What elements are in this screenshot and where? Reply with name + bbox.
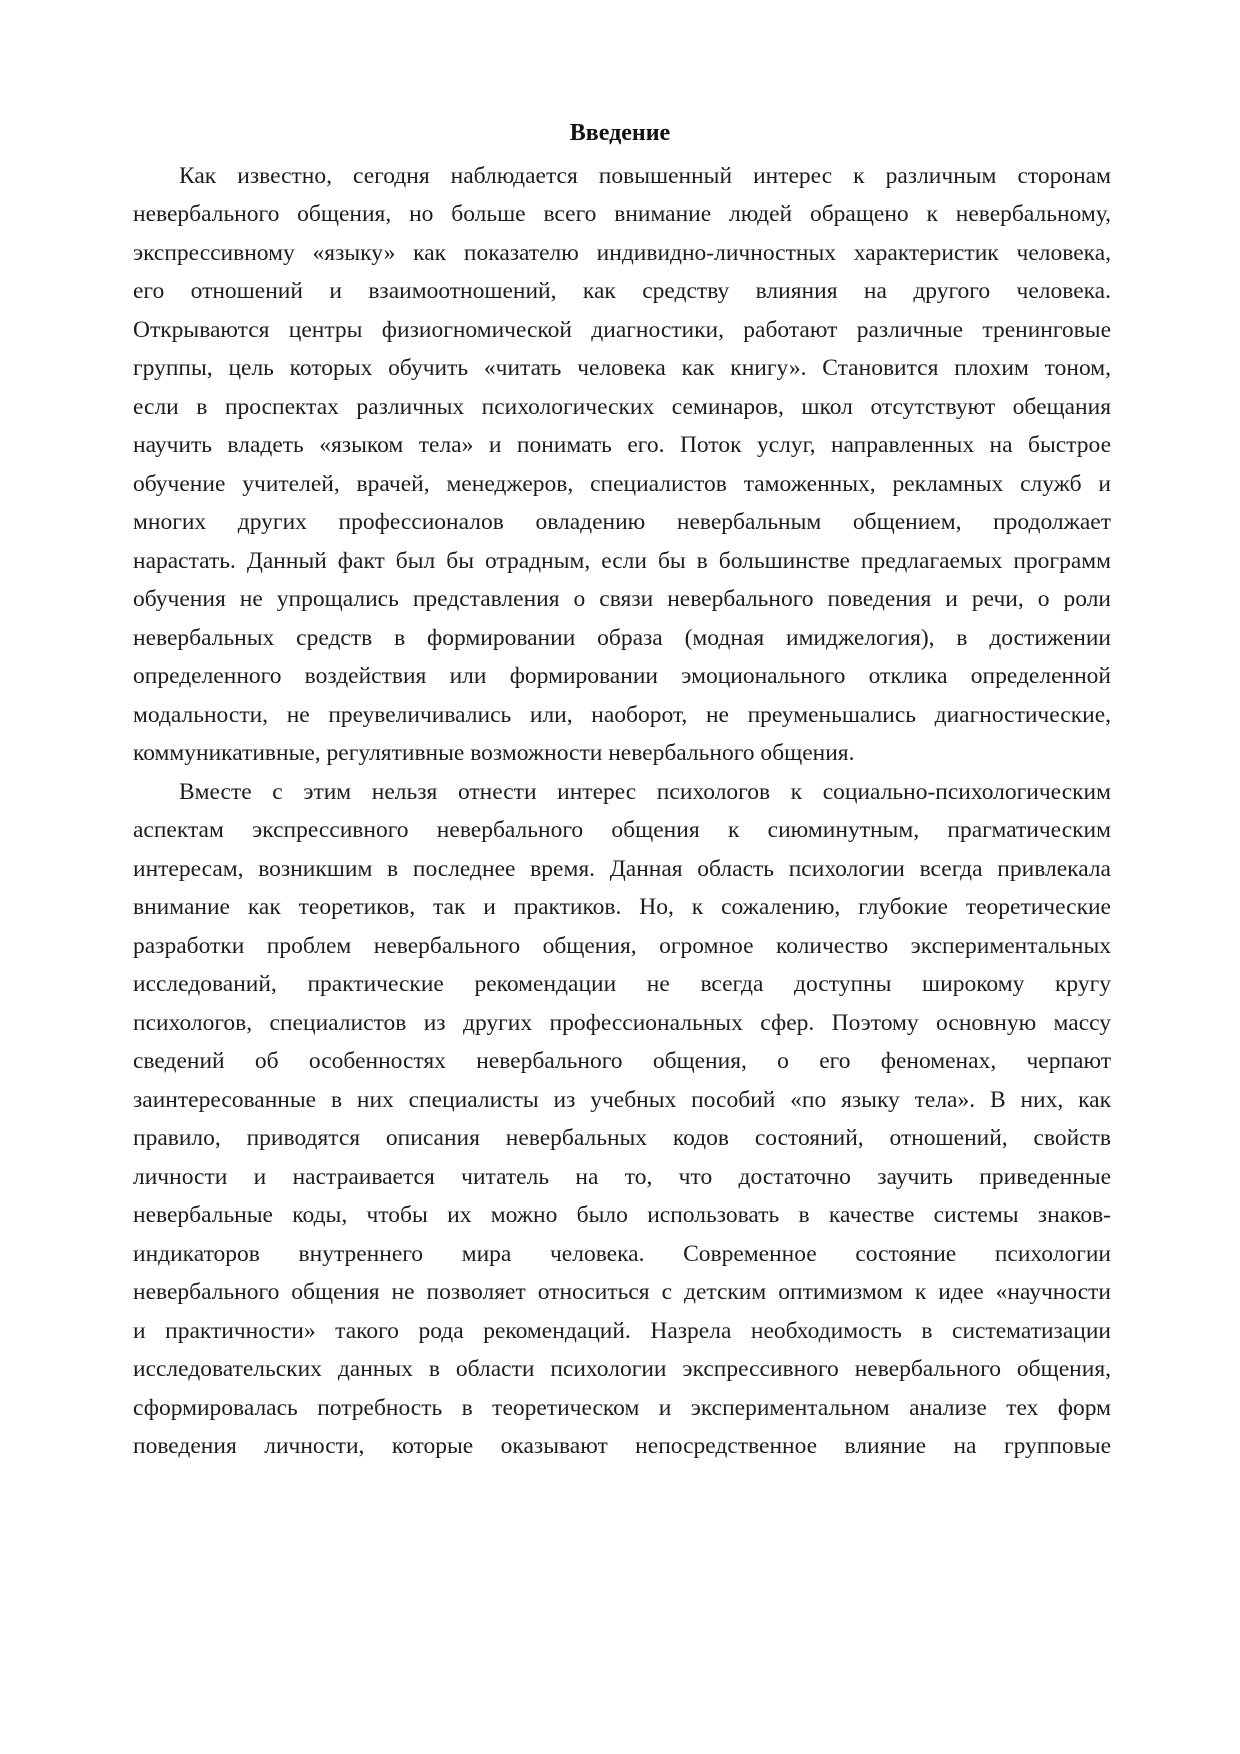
- text-line: Вместе с этим нельзя отнести интерес психологов к социально-психологическим: [179, 779, 1111, 805]
- text-line: правило, приводятся описания невербальных кодов состояний, отношений, свойств: [133, 1125, 1111, 1151]
- text-line: обучения не упрощались представления о связи невербального поведения и речи, о роли: [133, 586, 1111, 612]
- text-line: заинтересованные в них специалисты из учебных пособий «по языку тела». В них, как: [133, 1087, 1111, 1113]
- text-line: невербального общения, но больше всего внимание людей обращено к невербальному,: [133, 201, 1111, 227]
- text-line: коммуникативные, регулятивные возможности невербального общения.: [133, 740, 855, 766]
- text-line: Открываются центры физиогномической диагностики, работают различные тренинговые: [133, 317, 1111, 343]
- text-line: и практичности» такого рода рекомендаций. Назрела необходимость в систематизации: [133, 1318, 1111, 1344]
- text-line: психологов, специалистов из других профессиональных сфер. Поэтому основную массу: [133, 1010, 1111, 1036]
- text-line: поведения личности, которые оказывают непосредственное влияние на групповые: [133, 1433, 1111, 1459]
- text-line: экспрессивному «языку» как показателю индивидно-личностных характеристик человека,: [133, 240, 1111, 266]
- text-line: если в проспектах различных психологических семинаров, школ отсутствуют обещания: [133, 394, 1111, 420]
- text-line: невербальные коды, чтобы их можно было использовать в качестве системы знаков-: [133, 1202, 1111, 1228]
- text-line: невербальных средств в формировании образа (модная имиджелогия), в достижении: [133, 625, 1111, 651]
- text-line: сведений об особенностях невербального общения, о его феноменах, черпают: [133, 1048, 1111, 1074]
- text-line: внимание как теоретиков, так и практиков. Но, к сожалению, глубокие теоретические: [133, 894, 1111, 920]
- text-line: невербального общения не позволяет относиться с детским оптимизмом к идее «научности: [133, 1279, 1111, 1305]
- text-line: личности и настраивается читатель на то, что достаточно заучить приведенные: [133, 1164, 1111, 1190]
- text-line: нарастать. Данный факт был бы отрадным, если бы в большинстве предлагаемых программ: [133, 548, 1111, 574]
- text-line: сформировалась потребность в теоретическом и экспериментальном анализе тех форм: [133, 1395, 1111, 1421]
- text-line: многих других профессионалов овладению невербальным общением, продолжает: [133, 509, 1111, 535]
- text-line: Как известно, сегодня наблюдается повышенный интерес к различным сторонам: [179, 163, 1111, 189]
- text-line: аспектам экспрессивного невербального общения к сиюминутным, прагматическим: [133, 817, 1111, 843]
- text-line: научить владеть «языком тела» и понимать его. Поток услуг, направленных на быстрое: [133, 432, 1111, 458]
- text-line: интересам, возникшим в последнее время. Данная область психологии всегда привлекала: [133, 856, 1111, 882]
- text-line: модальности, не преувеличивались или, наоборот, не преуменьшались диагностические,: [133, 702, 1111, 728]
- text-line: определенного воздействия или формировании эмоционального отклика определенной: [133, 663, 1111, 689]
- text-line: исследований, практические рекомендации не всегда доступны широкому кругу: [133, 971, 1111, 997]
- text-line: исследовательских данных в области психологии экспрессивного невербального общения,: [133, 1356, 1111, 1382]
- text-line: индикаторов внутреннего мира человека. Современное состояние психологии: [133, 1241, 1111, 1267]
- text-line: разработки проблем невербального общения, огромное количество экспериментальных: [133, 933, 1111, 959]
- text-line: группы, цель которых обучить «читать человека как книгу». Становится плохим тоном,: [133, 355, 1111, 381]
- text-line: обучение учителей, врачей, менеджеров, специалистов таможенных, рекламных служб и: [133, 471, 1111, 497]
- text-line: его отношений и взаимоотношений, как средству влияния на другого человека.: [133, 278, 1111, 304]
- section-heading: Введение: [569, 120, 671, 146]
